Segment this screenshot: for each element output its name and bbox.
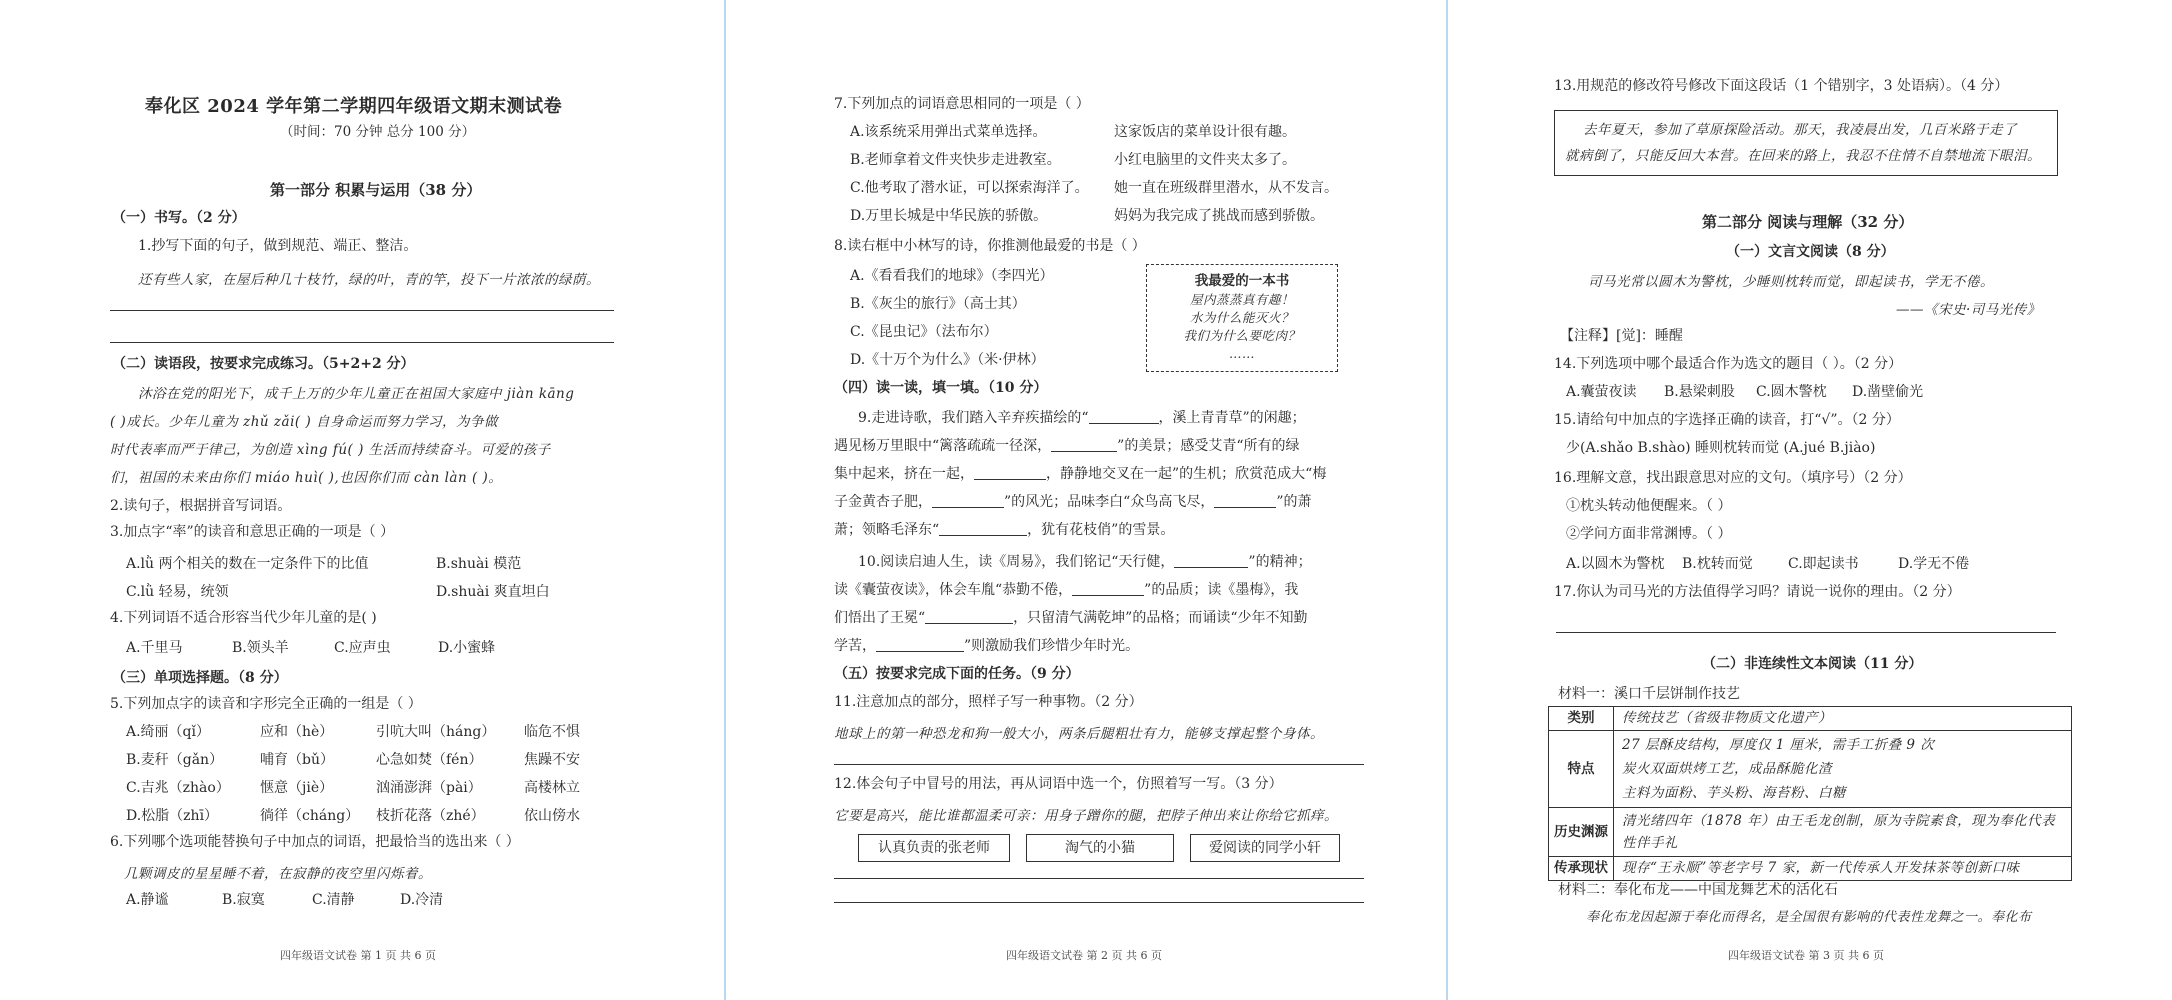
q4-option-a: A.千里马 xyxy=(126,640,183,656)
annotation-note: 【注释】[觉]：睡醒 xyxy=(1560,328,1683,344)
section5-heading: （五）按要求完成下面的任务。（9 分） xyxy=(834,666,1080,682)
q9-text: 遇见杨万里眼中“篱落疏疏一径深， xyxy=(834,438,1052,454)
classical-section-heading: （一）文言文阅读（8 分） xyxy=(1726,244,1895,260)
q5-row-d-4: 依山傍水 xyxy=(524,808,580,824)
q16-item-2: ②学问方面非常渊博。（ ） xyxy=(1566,526,1732,542)
answer-line xyxy=(834,764,1364,765)
answer-line xyxy=(834,902,1364,903)
q17-text: 17.你认为司马光的方法值得学习吗？请说一说你的理由。（2 分） xyxy=(1554,584,1961,600)
q8-option-d: D.《十万个为什么》（米·伊林） xyxy=(850,352,1045,368)
q9-line-4 xyxy=(834,492,1312,512)
q5-row-c-3: 汹涌澎湃（pài） xyxy=(376,780,482,796)
q7-d-left: D.万里长城是中华民族的骄傲。 xyxy=(850,208,1048,224)
fill-blank[interactable] xyxy=(1089,409,1159,424)
q2-text: 2.读句子，根据拼音写词语。 xyxy=(110,498,292,514)
classical-source: ——《宋史·司马光传》 xyxy=(1896,302,2041,318)
q7-b-left: B.老师拿着文件夹快步走进教室。 xyxy=(850,152,1061,168)
q9-text: ，静静地交叉在一起”的生机；欣赏范成大“梅 xyxy=(1046,466,1327,482)
answer-line xyxy=(110,342,614,343)
fill-blank[interactable] xyxy=(876,637,964,652)
exam-subtitle: （时间：70 分钟 总分 100 分） xyxy=(280,124,476,140)
q5-row-d-1: D.松脂（zhī） xyxy=(126,808,219,824)
q15-choices: 少(A.shǎo B.shào) 睡则枕转而觉 (A.jué B.jiào) xyxy=(1566,440,1876,456)
q3-option-c: C.lǜ 轻易，统领 xyxy=(126,584,229,600)
q11-sentence: 地球上的第一种恐龙和狗一般大小，两条后腿粗壮有力，能够支撑起整个身体。 xyxy=(834,726,1324,742)
part1-heading: 第一部分 积累与运用（38 分） xyxy=(270,181,482,199)
table-row xyxy=(1549,731,2072,808)
q11-text: 11.注意加点的部分，照样子写一种事物。（2 分） xyxy=(834,694,1143,710)
section2-heading: （二）读语段，按要求完成练习。（5+2+2 分） xyxy=(112,356,415,372)
table-row xyxy=(1549,857,2072,881)
q15-text: 15.请给句中加点的字选择正确的读音，打“√”。（2 分） xyxy=(1554,412,1900,428)
answer-line xyxy=(1556,632,2056,633)
q8-option-c: C.《昆虫记》（法布尔） xyxy=(850,324,998,340)
q7-c-left: C.他考取了潜水证，可以探索海洋了。 xyxy=(850,180,1089,196)
q13-passage-line-1: 去年夏天，参加了草原探险活动。那天，我凌晨出发，几百米路于走了 xyxy=(1583,122,2017,138)
page-footer: 四年级语文试卷 第 3 页 共 6 页 xyxy=(1728,949,1884,962)
q4-text: 4.下列词语不适合形容当代少年儿童的是( ) xyxy=(110,610,377,626)
q5-row-b-2: 哺育（bǔ） xyxy=(260,752,334,768)
q16-option-c: C.即起读书 xyxy=(1788,556,1859,572)
q16-item-1: ①枕头转动他便醒来。（ ） xyxy=(1566,498,1732,514)
table-cell xyxy=(1614,808,2072,857)
q9-line-5 xyxy=(834,520,1174,540)
q12-word-option-1: 认真负责的张老师 xyxy=(858,834,1010,862)
fill-blank[interactable] xyxy=(1214,493,1276,508)
q16-option-d: D.学无不倦 xyxy=(1898,556,1970,572)
table-row xyxy=(1549,808,2072,857)
nonlinear-section-heading: （二）非连续性文本阅读（11 分） xyxy=(1702,656,1923,672)
classical-text: 司马光常以圆木为警枕，少睡则枕转而觉，即起读书，学无不倦。 xyxy=(1588,274,1994,290)
q9-line-2 xyxy=(834,436,1300,456)
q14-option-b: B.悬梁刺股 xyxy=(1664,384,1735,400)
q7-b-right: 小红电脑里的文件夹太多了。 xyxy=(1114,152,1296,168)
q16-text: 16.理解文意，找出跟意思对应的文句。（填序号）（2 分） xyxy=(1554,470,1912,486)
q12-word-option-3: 爱阅读的同学小轩 xyxy=(1190,834,1340,862)
material-2-title: 材料二：奉化布龙——中国龙舞艺术的活化石 xyxy=(1558,882,1838,898)
q13-passage-box xyxy=(1554,110,2058,176)
q16-option-a: A.以圆木为警枕 xyxy=(1566,556,1665,572)
poem-line: 水为什么能灭火？ xyxy=(1189,310,1294,325)
q7-d-right: 妈妈为我完成了挑战而感到骄傲。 xyxy=(1114,208,1324,224)
q6-option-a: A.静谧 xyxy=(126,892,169,908)
answer-line xyxy=(110,310,614,311)
q6-option-b: B.寂寞 xyxy=(222,892,265,908)
q10-text: 们悟出了王冕“ xyxy=(834,610,926,626)
exam-page-2 xyxy=(724,0,1448,1000)
table-header-cell: 传承现状 xyxy=(1549,857,1614,881)
q8-option-b: B.《灰尘的旅行》（高士其） xyxy=(850,296,1026,312)
table-cell xyxy=(1614,707,2072,731)
material-1-title: 材料一：溪口千层饼制作技艺 xyxy=(1558,686,1740,702)
poem-box xyxy=(1146,264,1338,372)
passage-line-1: 沐浴在党的阳光下，成千上万的少年儿童正在祖国大家庭中 jiàn kāng xyxy=(138,386,575,402)
q16-option-b: B.枕转而觉 xyxy=(1682,556,1753,572)
q3-option-a: A.lǜ 两个相关的数在一定条件下的比值 xyxy=(126,556,369,572)
q5-row-c-2: 惬意（jiè） xyxy=(260,780,334,796)
material-2-text: 奉化布龙因起源于奉化而得名，是全国很有影响的代表性龙舞之一。奉化布 xyxy=(1586,910,2032,925)
poem-line: 屋内蒸蒸真有趣！ xyxy=(1189,292,1294,307)
material-1-table xyxy=(1548,706,2072,881)
passage-line-4: 们，祖国的未来由你们 miáo huì( ),也因你们而 càn làn ( )。 xyxy=(110,470,503,486)
q9-text: ”的风光；品味李白“众鸟高飞尽， xyxy=(1004,494,1215,510)
passage-line-3: 时代表率而严于律己，为创造 xìng fú( ) 生活而持续奋斗。可爱的孩子 xyxy=(110,442,551,458)
q5-row-a-1: A.绮丽（qǐ） xyxy=(126,724,210,740)
fill-blank[interactable] xyxy=(1174,553,1248,568)
q9-text: 萧；领略毛泽东“ xyxy=(834,522,940,538)
q10-line-4 xyxy=(834,636,1139,656)
exam-page-3 xyxy=(1448,0,2172,1000)
q12-word-option-2: 淘气的小猫 xyxy=(1026,834,1174,862)
table-header-cell: 特点 xyxy=(1549,731,1614,808)
q3-option-b: B.shuài 模范 xyxy=(436,556,522,572)
q10-text: 10.阅读启迪人生，读《周易》，我们铭记“天行健， xyxy=(858,554,1175,570)
q10-text: ，只留清气满乾坤”的品格；而诵读“少年不知勤 xyxy=(1013,610,1308,626)
q9-text: 子金黄杏子肥， xyxy=(834,494,932,510)
q1-sentence: 还有些人家，在屋后种几十枝竹，绿的叶，青的竿，投下一片浓浓的绿荫。 xyxy=(138,272,600,288)
q10-line-2 xyxy=(834,580,1298,600)
q13-text: 13.用规范的修改符号修改下面这段话（1 个错别字，3 处语病）。（4 分） xyxy=(1554,78,2009,94)
section3-heading: （三）单项选择题。（8 分） xyxy=(112,670,288,686)
q7-text: 7.下列加点的词语意思相同的一项是（ ） xyxy=(834,96,1090,112)
q5-text: 5.下列加点字的读音和字形完全正确的一组是（ ） xyxy=(110,696,422,712)
q5-row-c-4: 高楼林立 xyxy=(524,780,580,796)
fill-blank[interactable] xyxy=(932,493,1004,508)
fill-blank[interactable] xyxy=(939,521,1027,536)
q10-text: ”的品质；读《墨梅》，我 xyxy=(1144,582,1299,598)
q8-text: 8.读右框中小林写的诗，你推测他最爱的书是（ ） xyxy=(834,238,1146,254)
q9-text: ，溪上青青草”的闲趣； xyxy=(1158,410,1306,426)
q14-text: 14.下列选项中哪个最适合作为选文的题目（ ）。（2 分） xyxy=(1554,356,1903,372)
q10-text: 学苦， xyxy=(834,638,876,654)
q6-option-c: C.清静 xyxy=(312,892,355,908)
fill-blank[interactable] xyxy=(974,465,1046,480)
q10-line-3 xyxy=(834,608,1308,628)
q10-line-1 xyxy=(858,552,1312,572)
fill-blank[interactable] xyxy=(1051,437,1117,452)
page-footer: 四年级语文试卷 第 1 页 共 6 页 xyxy=(280,949,436,962)
table-cell-text: 现存“王永顺”等老字号 7 家，新一代传承人开发抹茶等创新口味 xyxy=(1622,860,2020,876)
table-cell-text: 主料为面粉、芋头粉、海苔粉、白糖 xyxy=(1622,785,1846,801)
part2-heading: 第二部分 阅读与理解（32 分） xyxy=(1702,213,1914,231)
q5-row-b-1: B.麦秆（gǎn） xyxy=(126,752,224,768)
section1-heading: （一）书写。（2 分） xyxy=(112,210,246,226)
q7-c-right: 她一直在班级群里潜水，从不发言。 xyxy=(1114,180,1338,196)
fill-blank[interactable] xyxy=(1072,581,1144,596)
q9-text: 集中起来，挤在一起， xyxy=(834,466,974,482)
table-cell-text: 传统技艺（省级非物质文化遗产） xyxy=(1622,710,1832,726)
q14-option-c: C.圆木警枕 xyxy=(1756,384,1827,400)
q3-option-d: D.shuài 爽直坦白 xyxy=(436,584,550,600)
q5-row-b-4: 焦躁不安 xyxy=(524,752,580,768)
page-footer: 四年级语文试卷 第 2 页 共 6 页 xyxy=(1006,949,1162,962)
q12-text: 12.体会句子中冒号的用法，再从词语中选一个，仿照着写一写。（3 分） xyxy=(834,776,1283,792)
q1-text: 1.抄写下面的句子，做到规范、端正、整洁。 xyxy=(138,238,418,254)
q7-a-right: 这家饭店的菜单设计很有趣。 xyxy=(1114,124,1296,140)
q13-passage-line-2: 就病倒了，只能反回大本营。在回来的路上，我忍不住情不自禁地流下眼泪。 xyxy=(1565,148,2041,164)
q14-option-d: D.凿壁偷光 xyxy=(1852,384,1924,400)
passage-line-2: ( )成长。少年儿童为 zhǔ zǎi( ) 自身命运而努力学习，为争做 xyxy=(110,414,499,430)
q9-text: ”的萧 xyxy=(1276,494,1312,510)
q9-text: 9.走进诗歌，我们踏入辛弃疾描绘的“ xyxy=(858,410,1089,426)
section4-heading: （四）读一读，填一填。（10 分） xyxy=(834,380,1048,396)
table-cell xyxy=(1614,731,2072,808)
q6-sentence: 几颗调皮的星星睡不着，在寂静的夜空里闪烁着。 xyxy=(124,866,432,882)
table-cell-text: 炭火双面烘烤工艺，成品酥脆化渣 xyxy=(1622,761,1832,777)
q9-text: ，犹有花枝俏”的雪景。 xyxy=(1027,522,1175,538)
q5-row-b-3: 心急如焚（fén） xyxy=(376,752,483,768)
table-cell-text: 清光绪四年（1878 年）由王毛龙创制，原为寺院素食，现为奉化代表性伴手礼 xyxy=(1622,813,2056,851)
q5-row-c-1: C.吉兆（zhào） xyxy=(126,780,230,796)
poem-line: 我们为什么要吃肉？ xyxy=(1183,328,1301,343)
q5-row-a-3: 引吭大叫（háng） xyxy=(376,724,496,740)
exam-title: 奉化区 2024 学年第二学期四年级语文期末测试卷 xyxy=(145,96,563,117)
q5-row-d-3: 枝折花落（zhé） xyxy=(376,808,485,824)
exam-page-1 xyxy=(0,0,724,1000)
q5-row-d-2: 徜徉（cháng） xyxy=(260,808,360,824)
q10-text: 读《囊萤夜读》，体会车胤“恭勤不倦， xyxy=(834,582,1073,598)
table-cell-text: 27 层酥皮结构，厚度仅 1 厘米，需手工折叠 9 次 xyxy=(1622,737,1935,753)
answer-line xyxy=(834,878,1364,879)
q3-text: 3.加点字“率”的读音和意思正确的一项是（ ） xyxy=(110,524,395,540)
q6-text: 6.下列哪个选项能替换句子中加点的词语，把最恰当的选出来（ ） xyxy=(110,834,520,850)
poem-line: …… xyxy=(1229,346,1255,361)
poem-title: 我最爱的一本书 xyxy=(1194,273,1290,289)
q4-option-d: D.小蜜蜂 xyxy=(438,640,496,656)
table-header-cell: 历史渊源 xyxy=(1549,808,1614,857)
q5-row-a-4: 临危不惧 xyxy=(524,724,580,740)
q6-option-d: D.冷清 xyxy=(400,892,444,908)
table-row xyxy=(1549,707,2072,731)
table-header-cell: 类别 xyxy=(1549,707,1614,731)
q9-line-3 xyxy=(834,464,1326,484)
q14-option-a: A.囊萤夜读 xyxy=(1566,384,1637,400)
q12-sentence: 它要是高兴，能比谁都温柔可亲：用身子蹭你的腿，把脖子伸出来让你给它抓痒。 xyxy=(834,808,1338,824)
q4-option-b: B.领头羊 xyxy=(232,640,289,656)
q9-text: ”的美景；感受艾青“所有的绿 xyxy=(1117,438,1300,454)
q10-text: ”的精神； xyxy=(1248,554,1312,570)
table-cell xyxy=(1614,857,2072,881)
q9-line-1 xyxy=(858,408,1306,428)
q7-a-left: A.该系统采用弹出式菜单选择。 xyxy=(850,124,1047,140)
q4-option-c: C.应声虫 xyxy=(334,640,391,656)
fill-blank[interactable] xyxy=(925,609,1013,624)
q5-row-a-2: 应和（hè） xyxy=(260,724,334,740)
q8-option-a: A.《看看我们的地球》（李四光） xyxy=(850,268,1054,284)
q10-text: ”则激励我们珍惜少年时光。 xyxy=(964,638,1140,654)
